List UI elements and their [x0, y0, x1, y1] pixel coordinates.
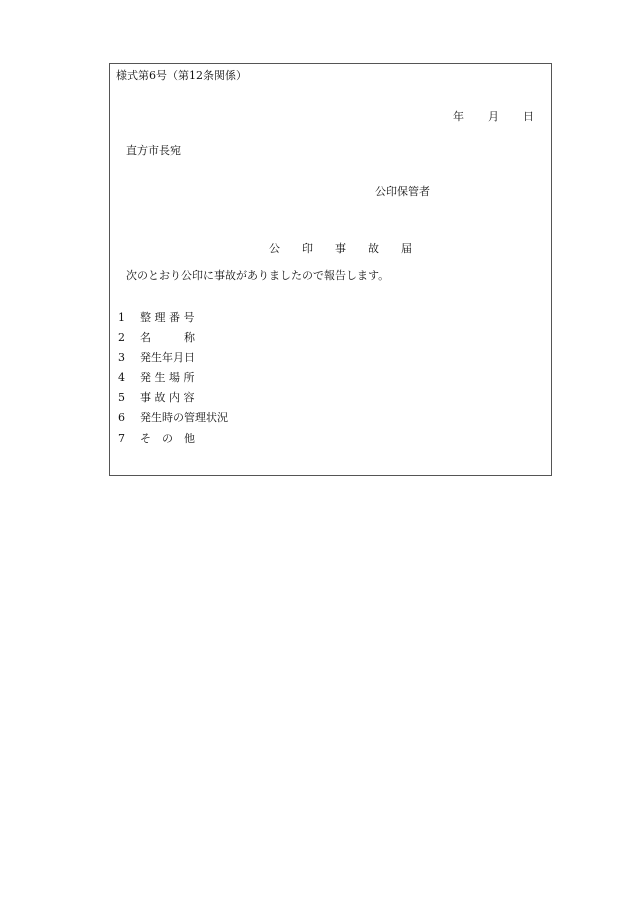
item-number: 1 — [118, 311, 125, 324]
document-title — [255, 228, 412, 270]
item-number: 2 — [118, 331, 125, 344]
form-box — [109, 63, 552, 476]
item-label: 事 故 内 容 — [140, 391, 195, 404]
item-number: 5 — [118, 391, 125, 404]
item-number: 3 — [118, 351, 125, 364]
item-number: 4 — [118, 371, 125, 384]
title-char: 事 — [335, 242, 346, 255]
item-label: 発 生 場 所 — [140, 371, 195, 384]
form-number: 様式第6号（第12条関係） — [116, 69, 247, 82]
title-char: 届 — [401, 242, 412, 255]
item-label: そ の 他 — [140, 432, 195, 445]
item-label: 発生年月日 — [140, 351, 195, 364]
date-line — [439, 96, 534, 138]
addressee: 直方市長宛 — [126, 144, 181, 157]
item-number: 7 — [118, 432, 125, 445]
item-label: 整 理 番 号 — [140, 311, 195, 324]
item-label: 名 称 — [140, 331, 195, 344]
title-char: 公 — [269, 242, 280, 255]
list-item — [118, 371, 418, 385]
sender: 公印保管者 — [375, 185, 430, 198]
list-item — [118, 432, 418, 446]
item-label: 発生時の管理状況 — [140, 411, 228, 424]
date-month: 月 — [488, 110, 499, 123]
title-char: 故 — [368, 242, 379, 255]
date-year: 年 — [453, 110, 464, 123]
list-item — [118, 351, 418, 365]
title-char: 印 — [302, 242, 313, 255]
date-day: 日 — [523, 110, 534, 123]
list-item — [118, 411, 418, 425]
list-item — [118, 331, 418, 345]
body-text: 次のとおり公印に事故がありましたので報告します。 — [126, 269, 390, 282]
item-number: 6 — [118, 411, 125, 424]
list-item — [118, 391, 418, 405]
list-item — [118, 311, 418, 325]
